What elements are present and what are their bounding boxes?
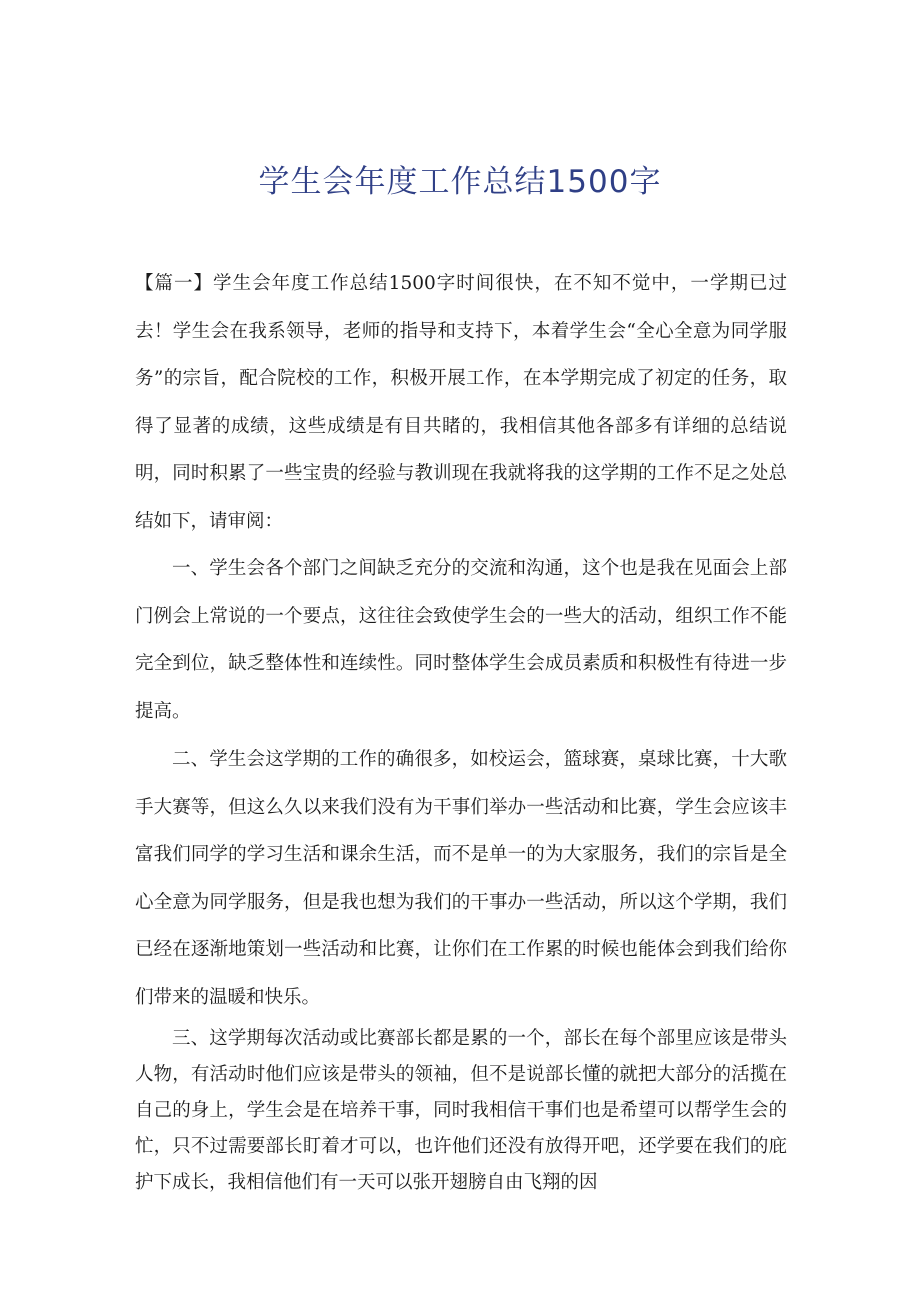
paragraph-point-three: 三、这学期每次活动或比赛部长都是累的一个，部长在每个部里应该是带头人物，有活动时他们应该是带头的领袖，但不是说部长懂的就把大部分的活揽在自己的身上，学生会是在培养干事，同时我相信干事们也是希望可以帮学生会的忙，只不过需要部长盯着才可以，也许他们还没有放得开吧，还学要在我们的庇护下成长，我相信他们有一天可以张开翅膀自由飞翔的因 bbox=[135, 1028, 787, 1193]
paragraph-intro: 【篇一】学生会年度工作总结1500字时间很快，在不知不觉中，一学期已过去！学生会在我系领导，老师的指导和支持下，本着学生会“全心全意为同学服务”的宗旨，配合院校的工作，积极开展工作，在本学期完成了初定的任务，取得了显著的成绩，这些成绩是有目共睹的，我相信其他各部多有详细的总结说明，同时积累了一些宝贵的经验与教训现在我就将我的这学期的工作不足之处总结如下，请审阅： bbox=[135, 273, 787, 532]
paragraph-point-two: 二、学生会这学期的工作的确很多，如校运会，篮球赛，桌球比赛，十大歌手大赛等，但这么久以来我们没有为干事们举办一些活动和比赛，学生会应该丰富我们同学的学习生活和课余生活，而不是单一的为大家服务，我们的宗旨是全心全意为同学服务，但是我也想为我们的干事办一些活动，所以这个学期，我们已经在逐渐地策划一些活动和比赛，让你们在工作累的时候也能体会到我们给你们带来的温暖和快乐。 bbox=[135, 749, 787, 1008]
paragraph-point-one: 一、学生会各个部门之间缺乏充分的交流和沟通，这个也是我在见面会上部门例会上常说的一个要点，这往往会致使学生会的一些大的活动，组织工作不能完全到位，缺乏整体性和连续性。同时整体学生会成员素质和积极性有待进一步提高。 bbox=[135, 558, 787, 722]
document-title: 学生会年度工作总结1500字 bbox=[258, 164, 662, 200]
